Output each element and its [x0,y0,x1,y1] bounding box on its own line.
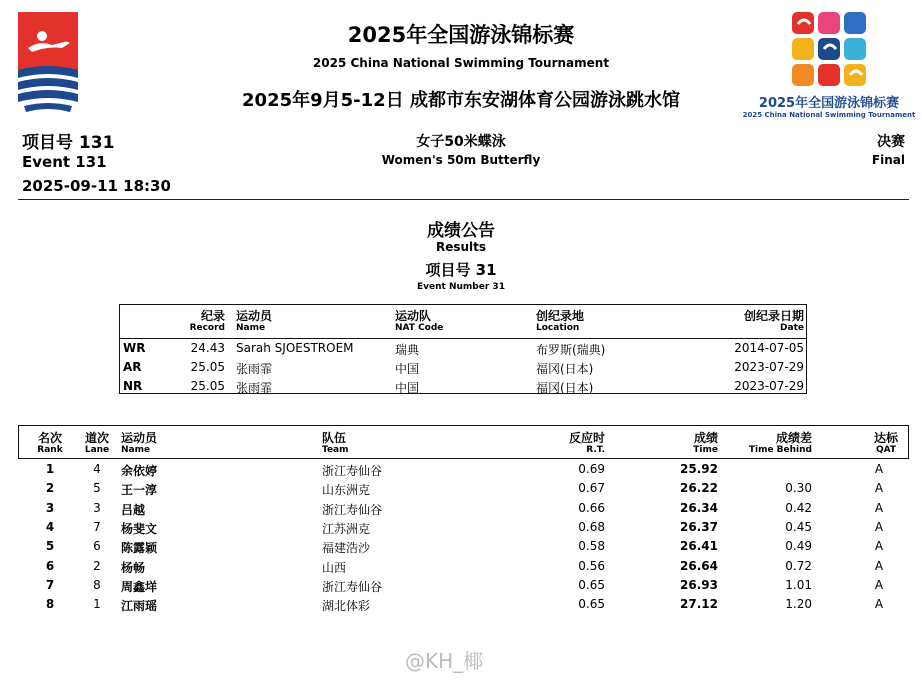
res-header-name-cn: 运动员 [121,431,158,445]
res-header-team-en: Team [322,445,349,455]
event-number-heading-en: Event Number 31 [417,282,505,292]
result-qat: A [874,462,884,476]
rec-row-type: WR [123,341,146,355]
result-rank: 8 [45,597,55,612]
result-name: 杨斐文 [121,521,158,536]
result-lane: 7 [93,519,101,534]
result-rt: 0.69 [578,462,605,476]
result-time: 26.93 [680,577,718,592]
result-qat: A [874,519,884,534]
event-number-en: Event 131 [22,153,107,171]
result-rank: 3 [45,500,55,515]
result-name: 江雨瑶 [121,599,158,614]
event-name-cn: 女子50米蝶泳 [416,134,506,150]
result-lane: 8 [93,577,101,592]
rec-row-location: 布罗斯(瑞典) [536,343,606,357]
rec-row-type: AR [123,360,142,374]
result-time: 26.41 [680,539,718,554]
event-name-en: Women's 50m Butterfly [381,153,541,167]
result-lane: 1 [93,597,101,612]
result-time: 26.64 [680,558,718,573]
rec-row-nat: 中国 [395,362,420,376]
rec-row-nat: 瑞典 [395,343,420,357]
res-header-rank-en: Rank [37,445,63,455]
result-rt: 0.67 [578,481,605,496]
rec-row-name: Sarah SJOESTROEM [236,341,354,355]
event-phase-en: Final [871,153,905,167]
result-behind: 0.45 [785,519,812,534]
res-header-time-cn: 成绩 [693,431,718,445]
result-qat: A [874,481,884,496]
result-rank: 1 [45,462,55,476]
result-rt: 0.68 [578,519,605,534]
result-rt: 0.65 [578,577,605,592]
rec-row-location: 福冈(日本) [536,381,594,395]
rec-row-time: 24.43 [190,341,225,355]
result-qat: A [874,539,884,554]
result-time: 26.22 [680,481,718,496]
result-name: 王一淳 [121,483,158,498]
result-team: 福建浩沙 [322,541,371,556]
result-rt: 0.65 [578,597,605,612]
result-behind: 0.42 [785,500,812,515]
rec-row-date: 2023-07-29 [734,379,804,393]
result-lane: 3 [93,500,101,515]
result-rank: 2 [45,481,55,496]
res-header-name-en: Name [121,445,151,455]
result-qat: A [874,577,884,592]
header-divider [18,199,909,200]
tournament-title-en: 2025 China National Swimming Tournament [312,56,610,70]
result-rank: 7 [45,577,55,592]
rec-header-record-en: Record [189,323,225,333]
rec-row-location: 福冈(日本) [536,362,594,376]
res-header-lane-en: Lane [84,445,110,455]
result-team: 江苏洲克 [322,521,371,536]
result-name: 余依婷 [121,464,158,478]
result-behind: 0.49 [785,539,812,554]
result-behind: 0.72 [785,558,812,573]
result-team: 山西 [322,560,347,575]
result-name: 周鑫垟 [121,579,158,594]
rec-header-name-cn: 运动员 [236,309,273,323]
rec-header-date-en: Date [780,323,804,333]
records-header-divider [119,338,807,339]
rec-header-record-cn: 纪录 [200,309,225,323]
rec-row-type: NR [123,379,143,393]
result-lane: 5 [93,481,101,496]
tournament-title-cn: 2025年全国游泳锦标赛 [347,23,575,47]
rec-header-nat-en: NAT Code [395,323,444,333]
res-header-team-cn: 队伍 [322,431,347,445]
rec-header-nat-cn: 运动队 [395,309,432,323]
result-qat: A [874,500,884,515]
weibo-watermark: @KH_椰 [405,649,484,673]
event-datetime: 2025-09-11 18:30 [22,177,171,195]
res-header-rt-en: R.T. [586,445,605,455]
result-rt: 0.66 [578,500,605,515]
event-phase-cn: 决赛 [877,134,905,150]
rec-row-nat: 中国 [395,381,420,395]
emblem-caption-cn: 2025年全国游泳锦标赛 [758,96,900,111]
result-time: 27.12 [680,597,718,612]
result-time: 26.34 [680,500,718,515]
result-time: 25.92 [680,462,718,476]
rec-row-time: 25.05 [190,379,225,393]
result-lane: 4 [93,462,101,476]
result-rank: 4 [45,519,55,534]
result-rank: 5 [45,539,55,554]
res-header-qat-cn: 达标 [873,431,898,445]
event-number-cn: 项目号 131 [22,133,115,153]
rec-header-location-cn: 创纪录地 [536,309,585,323]
result-qat: A [874,558,884,573]
rec-row-date: 2014-07-05 [734,341,804,355]
rec-row-time: 25.05 [190,360,225,374]
rec-header-location-en: Location [536,323,580,333]
result-team: 浙江寿仙谷 [322,579,383,594]
results-title-cn: 成绩公告 [427,221,495,241]
result-team: 浙江寿仙谷 [322,464,383,478]
result-lane: 2 [93,558,101,573]
result-behind: 0.30 [785,481,812,496]
res-header-lane-cn: 道次 [84,431,109,445]
res-header-time-en: Time [693,445,718,455]
result-rt: 0.56 [578,558,605,573]
result-name: 陈露颖 [121,541,158,556]
rec-row-name: 张雨霏 [236,362,273,376]
tournament-date-venue: 2025年9月5-12日 成都市东安湖体育公园游泳跳水馆 [242,90,680,111]
result-lane: 6 [93,539,101,554]
result-team: 浙江寿仙谷 [322,502,383,517]
result-rank: 6 [45,558,55,573]
res-header-rank-cn: 名次 [37,431,62,445]
result-qat: A [874,597,884,612]
rec-row-name: 张雨霏 [236,381,273,395]
rec-header-name-en: Name [236,323,266,333]
emblem-caption-en: 2025 China National Swimming Tournament [742,111,916,119]
res-header-behind-cn: 成绩差 [775,431,812,445]
result-team: 湖北体彩 [322,599,371,614]
rec-header-date-cn: 创纪录日期 [743,309,804,323]
result-rt: 0.58 [578,539,605,554]
result-behind: 1.01 [785,577,812,592]
results-title-en: Results [435,240,487,254]
result-name: 杨畅 [121,560,146,575]
event-number-heading-cn: 项目号 31 [425,261,497,279]
res-header-rt-cn: 反应时 [568,431,605,445]
res-header-qat-en: QAT [875,445,897,455]
result-team: 山东洲克 [322,483,371,498]
rec-row-date: 2023-07-29 [734,360,804,374]
res-header-behind-en: Time Behind [748,445,812,455]
result-behind: 1.20 [785,597,812,612]
result-name: 吕越 [121,502,146,517]
result-time: 26.37 [680,519,718,534]
